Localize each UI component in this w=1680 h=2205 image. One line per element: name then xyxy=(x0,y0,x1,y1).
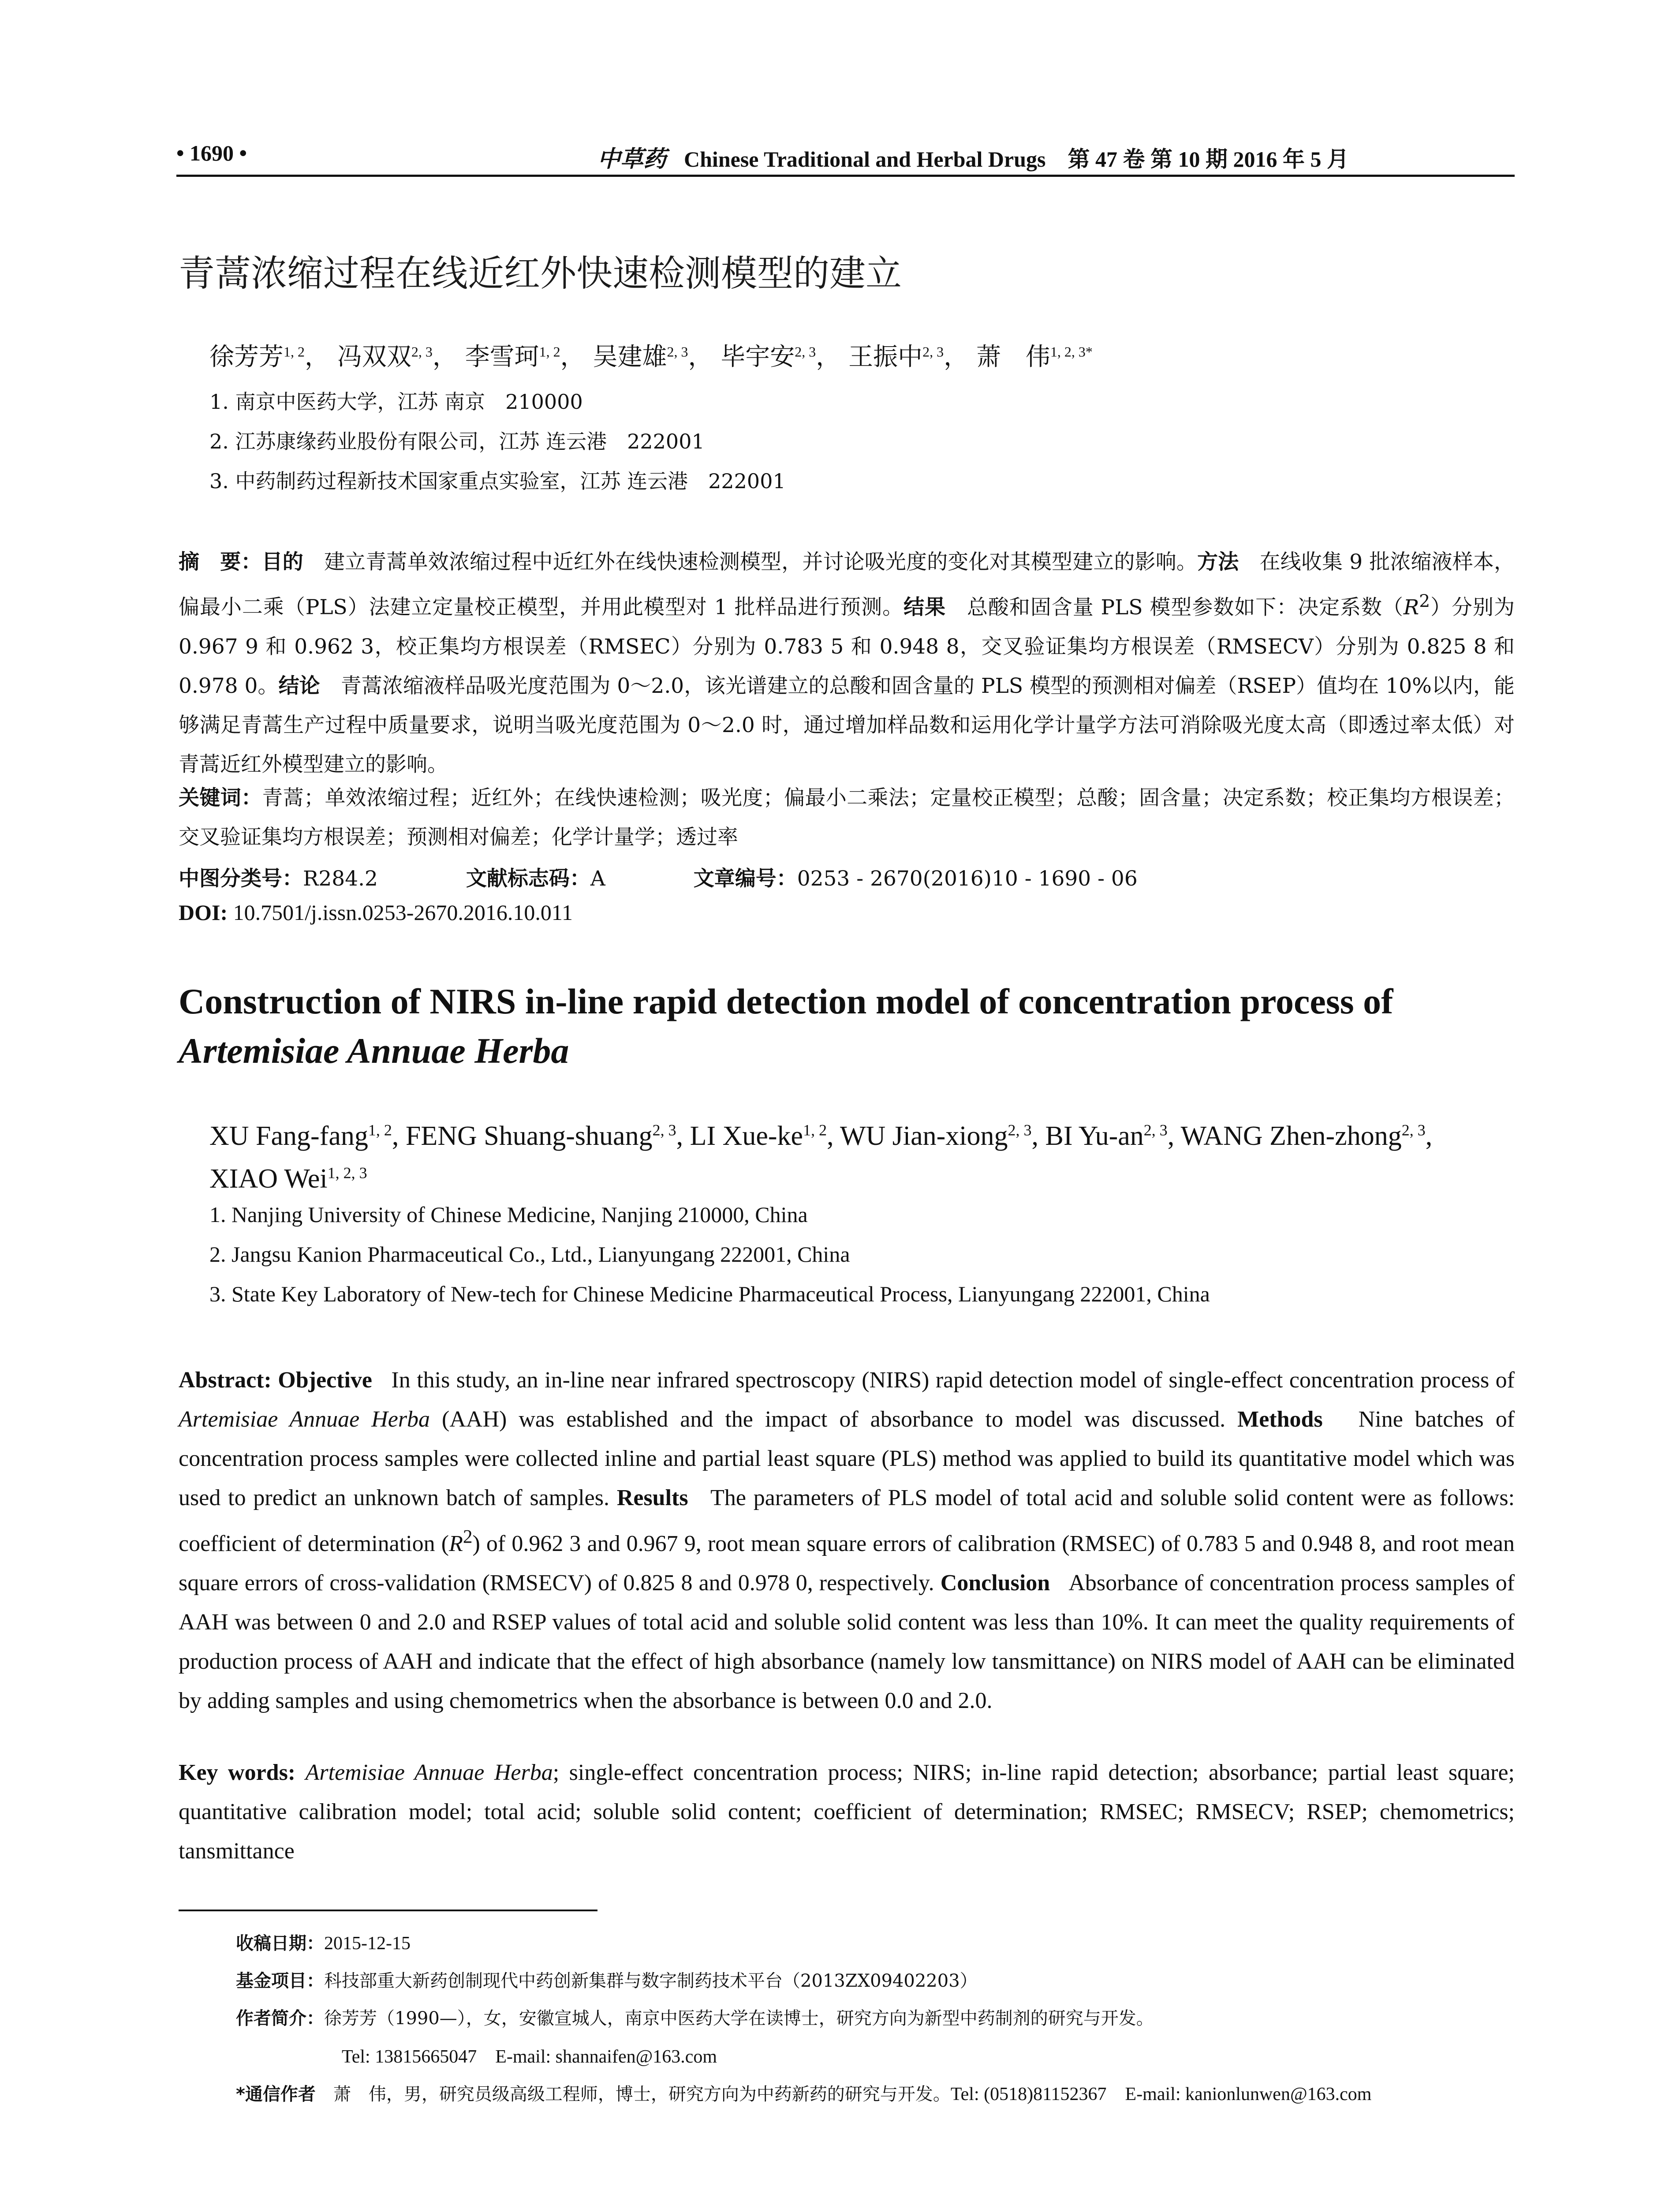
affiliation-en-3: 3. State Key Laboratory of New-tech for Chinese Medicine Pharmaceutical Process, Lianyungang 222001, China xyxy=(209,1282,1210,1306)
author-en: WANG Zhen-zhong$^{2, 3}$, xyxy=(1180,1121,1433,1151)
abstract-cn-label: 摘 要： xyxy=(179,550,262,574)
author-en: WU Jian-xiong$^{2, 3}$, xyxy=(840,1121,1045,1151)
authors-cn xyxy=(209,337,1093,373)
affiliation-en-2: 2. Jangsu Kanion Pharmaceutical Co., Ltd., Lianyungang 222001, China xyxy=(209,1242,850,1267)
conclusion-en-label: Conclusion xyxy=(940,1570,1050,1596)
author-en: XU Fang-fang$^{1, 2}$, xyxy=(209,1121,406,1151)
author-en: FENG Shuang-shuang$^{2, 3}$, xyxy=(405,1121,690,1151)
results-en-label: Results xyxy=(616,1485,688,1510)
article-no-value: 0253 - 2670(2016)10 - 1690 - 06 xyxy=(797,867,1138,891)
results-label: 结果 xyxy=(903,595,946,620)
authors-en xyxy=(209,1111,1515,1197)
affiliation-cn-2: 2. 江苏康缘药业股份有限公司，江苏 连云港 222001 xyxy=(209,430,705,453)
footnote-author-contact: Tel: 13815665047 E-mail: shannaifen@163.com xyxy=(342,2047,717,2067)
author-cn: 毕宇安$^{2, 3}$， xyxy=(721,343,841,371)
abstract-en xyxy=(179,1360,1515,1720)
methods-label: 方法 xyxy=(1197,550,1239,574)
keywords-cn xyxy=(179,778,1515,857)
keywords-en-label: Key words: xyxy=(179,1760,296,1785)
header-rule xyxy=(176,175,1515,177)
methods-en-text: Nine batches of concentration process samples were collected inline and partial least square (PLS) method was applied to build its quantitative model which was used to predict an unknown batch of samples. xyxy=(179,1407,1515,1510)
abstract-en-label: Abstract: Objective xyxy=(179,1368,372,1393)
keywords-en-herb: Artemisiae Annuae Herba xyxy=(305,1760,553,1785)
methods-text: 在线收集 9 批浓缩液样本，偏最小二乘（PLS）法建立定量校正模型，并用此模型对 1 批样品进行预测。 xyxy=(179,550,1515,620)
footnote-rule xyxy=(179,1910,597,1911)
objective-en-text: In this study, an in-line near infrared spectroscopy (NIRS) rapid detection model of single-effect concentration process of Artemisiae Annuae Herba (AAH) was established and the impact of absorbance to model was discussed. xyxy=(179,1368,1515,1432)
affiliation-cn-3: 3. 中药制药过程新技术国家重点实验室，江苏 连云港 222001 xyxy=(209,469,786,493)
objective-text: 建立青蒿单效浓缩过程中近红外在线快速检测模型，并讨论吸光度的变化对其模型建立的影响。 xyxy=(324,550,1198,574)
doc-code-label: 文献标志码： xyxy=(466,867,590,891)
doi-line xyxy=(179,900,573,925)
page-number: • 1690 • xyxy=(176,141,247,165)
title-cn: 青蒿浓缩过程在线近红外快速检测模型的建立 xyxy=(179,253,902,295)
author-en: XIAO Wei$^{1, 2, 3}$ xyxy=(209,1164,367,1194)
author-cn: 冯双双$^{2, 3}$， xyxy=(337,343,457,371)
footnote-corresponding: *通信作者 萧 伟，男，研究员级高级工程师，博士，研究方向为中药新药的研究与开发。Tel: (0518)81152367 E-mail: kanionlunwen@163.com xyxy=(236,2084,1372,2104)
clc-value: R284.2 xyxy=(303,867,378,891)
objective-label: 目的 xyxy=(261,550,303,574)
author-cn: 李雪珂$^{1, 2}$， xyxy=(465,343,585,371)
keywords-en xyxy=(179,1753,1515,1871)
footnote-fund: 基金项目：科技部重大新药创制现代中药创新集群与数字制药技术平台（2013ZX09402203） xyxy=(236,1971,978,1991)
results-text: 总酸和固含量 PLS 模型参数如下：决定系数$(R^2)$分别为 0.967 9 和 0.962 3，校正集均方根误差（RMSEC）分别为 0.783 5 和 0.948 8，交叉验证集均方根误差（RMSECV）分别为 0.825 8 和 0.978 0。 xyxy=(179,591,1515,698)
article-no-label: 文章编号： xyxy=(693,867,797,891)
journal-name-en: Chinese Traditional and Herbal Drugs xyxy=(684,147,1046,172)
affiliation-en-1: 1. Nanjing University of Chinese Medicine, Nanjing 210000, China xyxy=(209,1202,808,1227)
keywords-cn-label: 关键词： xyxy=(179,786,262,810)
results-en-text: The parameters of PLS model of total acid and soluble solid content were as follows: coefficient of determination $(R^2)$ of 0.962 3 and 0.967 9, root mean square errors of calibration (RMSEC) of 0.783 5 and 0.948 8, and root mean square errors of cross-validation (RMSECV) of 0.825 8 and 0.978 0, respectively. xyxy=(179,1485,1515,1596)
doi-value[interactable]: 10.7501/j.issn.0253-2670.2016.10.011 xyxy=(233,900,573,925)
classification-row xyxy=(179,862,1138,892)
keywords-en-text: ; single-effect concentration process; NIRS; in-line rapid detection; absorbance; partial least square; quantitative calibration model; total acid; soluble solid content; coefficient of determination; RMSEC; RMSECV; RSEP; chemometrics; tansmittance xyxy=(179,1760,1515,1864)
author-cn: 徐芳芳$^{1, 2}$， xyxy=(209,343,329,371)
abstract-cn xyxy=(179,542,1515,784)
journal-name-cn: 中草药 xyxy=(597,146,667,172)
footnote-received: 收稿日期：2015-12-15 xyxy=(236,1933,411,1954)
author-en: BI Yu-an$^{2, 3}$, xyxy=(1045,1121,1181,1151)
clc-label: 中图分类号： xyxy=(179,867,303,891)
conclusion-en-text: Absorbance of concentration process samples of AAH was between 0 and 2.0 and RSEP values of total acid and soluble solid content was less than 10%. It can meet the quality requirements of production process of AAH and indicate that the effect of high absorbance (namely low tansmittance) on NIRS model of AAH can be eliminated by adding samples and using chemometrics when the absorbance is between 0.0 and 2.0. xyxy=(179,1570,1515,1714)
author-en: LI Xue-ke$^{1, 2}$, xyxy=(690,1121,840,1151)
author-cn: 吴建雄$^{2, 3}$， xyxy=(593,343,713,371)
journal-name xyxy=(597,140,1349,173)
methods-en-label: Methods xyxy=(1237,1407,1323,1432)
conclusion-label: 结论 xyxy=(278,673,320,698)
title-en: Construction of NIRS in-line rapid detection model of concentration process of Artemisiae Annuae Herba xyxy=(179,981,1393,1071)
author-cn: 王振中$^{2, 3}$， xyxy=(848,343,969,371)
footnote-author: 作者简介：徐芳芳（1990—），女，安徽宣城人，南京中医药大学在读博士，研究方向为新型中药制剂的研究与开发。 xyxy=(236,2008,1154,2029)
keywords-cn-text: 青蒿；单效浓缩过程；近红外；在线快速检测；吸光度；偏最小二乘法；定量校正模型；总酸；固含量；决定系数；校正集均方根误差；交叉验证集均方根误差；预测相对偏差；化学计量学；透过率 xyxy=(179,786,1515,849)
affiliation-cn-1: 1. 南京中医药大学，江苏 南京 210000 xyxy=(209,390,583,414)
running-header xyxy=(176,140,1515,176)
author-cn: 萧 伟$^{1, 2, 3*}$ xyxy=(976,343,1093,371)
doc-code-value: A xyxy=(590,867,605,891)
conclusion-text: 青蒿浓缩液样品吸光度范围为 0～2.0，该光谱建立的总酸和固含量的 PLS 模型的预测相对偏差（RSEP）值均在 10%以内，能够满足青蒿生产过程中质量要求，说明当吸光度范围为 0～2.0 时，通过增加样品数和运用化学计量学方法可消除吸光度太高（即透过率太低）对青蒿近红外模型建立的影响。 xyxy=(179,673,1515,777)
issue-info: 第 47 卷 第 10 期 2016 年 5 月 xyxy=(1068,147,1349,172)
doi-label: DOI: xyxy=(179,900,228,925)
